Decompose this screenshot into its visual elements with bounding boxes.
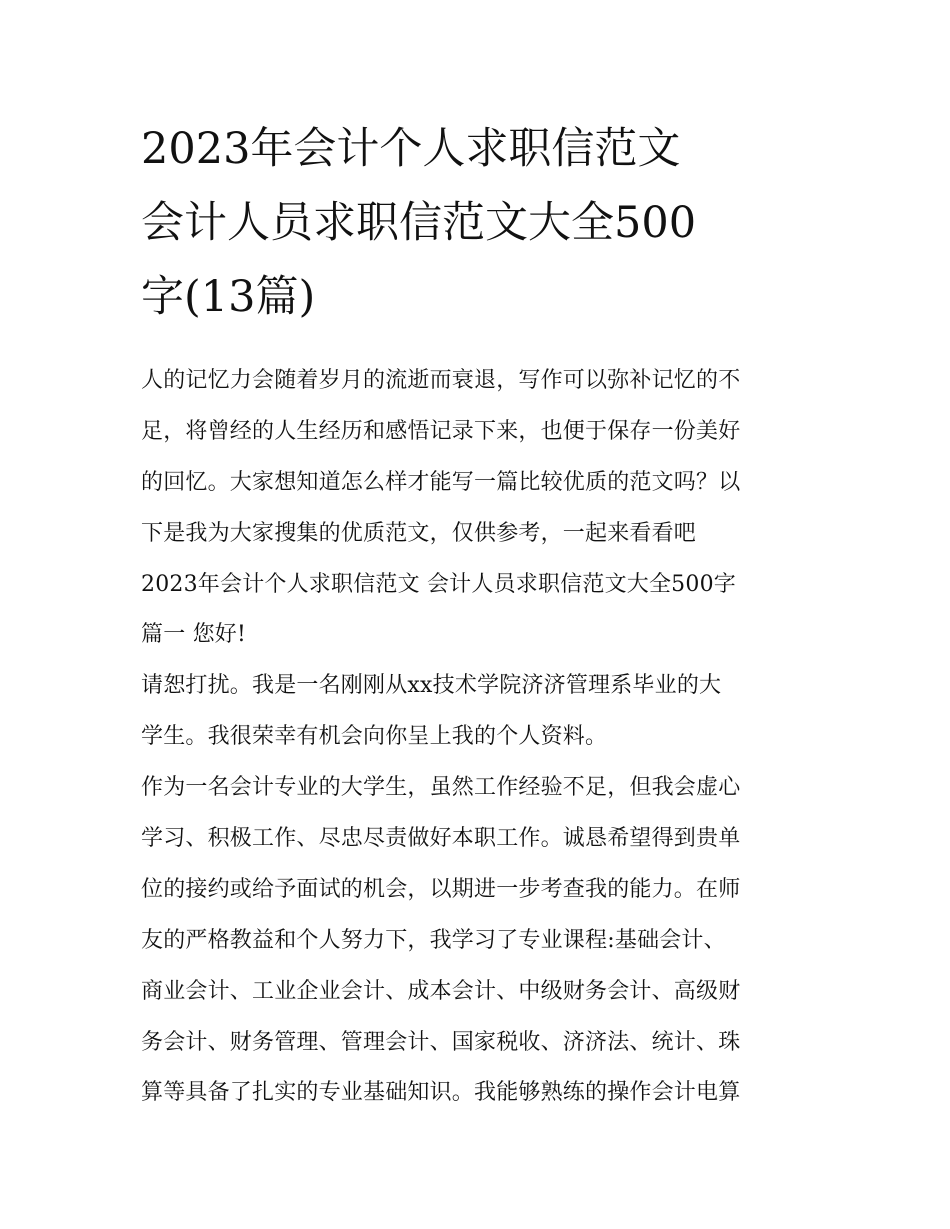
body-line-15: 算等具备了扎实的专业基础知识。我能够熟练的操作会计电算 <box>141 1080 741 1106</box>
body-line-14: 务会计、财务管理、管理会计、国家税收、济济法、统计、珠 <box>141 1029 741 1055</box>
body-line-4: 下是我为大家搜集的优质范文，仅供参考，一起来看看吧 <box>141 520 697 546</box>
body-line-13: 商业会计、工业企业会计、成本会计、中级财务会计、高级财 <box>141 978 741 1004</box>
body-line-8: 学生。我很荣幸有机会向你呈上我的个人资料。 <box>141 724 608 750</box>
body-line-11: 位的接约或给予面试的机会，以期进一步考查我的能力。在师 <box>141 876 741 902</box>
body-line-9: 作为一名会计专业的大学生，虽然工作经验不足，但我会虚心 <box>141 775 741 801</box>
document-title <box>141 112 821 334</box>
body-line-6: 篇一 您好! <box>141 622 247 648</box>
title-line-3: 字(13篇) <box>141 272 316 322</box>
title-line-2: 会计人员求职信范文大全500 <box>141 198 697 248</box>
title-line-1: 2023年会计个人求职信范文 <box>141 124 681 174</box>
body-line-2: 足，将曾经的人生经历和感悟记录下来，也便于保存一份美好 <box>141 418 741 444</box>
document-body <box>141 356 821 1119</box>
body-line-1: 人的记忆力会随着岁月的流逝而衰退，写作可以弥补记忆的不 <box>141 368 741 393</box>
body-line-5: 2023年会计个人求职信范文 会计人员求职信范文大全500字 <box>141 571 736 597</box>
body-line-12: 友的严格教益和个人努力下，我学习了专业课程:基础会计、 <box>141 927 726 953</box>
body-line-10: 学习、积极工作、尽忠尽责做好本职工作。诚恳希望得到贵单 <box>141 826 741 852</box>
body-line-7: 请恕打扰。我是一名刚刚从xx技术学院济济管理系毕业的大 <box>141 673 722 699</box>
body-line-3: 的回忆。大家想知道怎么样才能写一篇比较优质的范文吗？以 <box>141 469 741 495</box>
